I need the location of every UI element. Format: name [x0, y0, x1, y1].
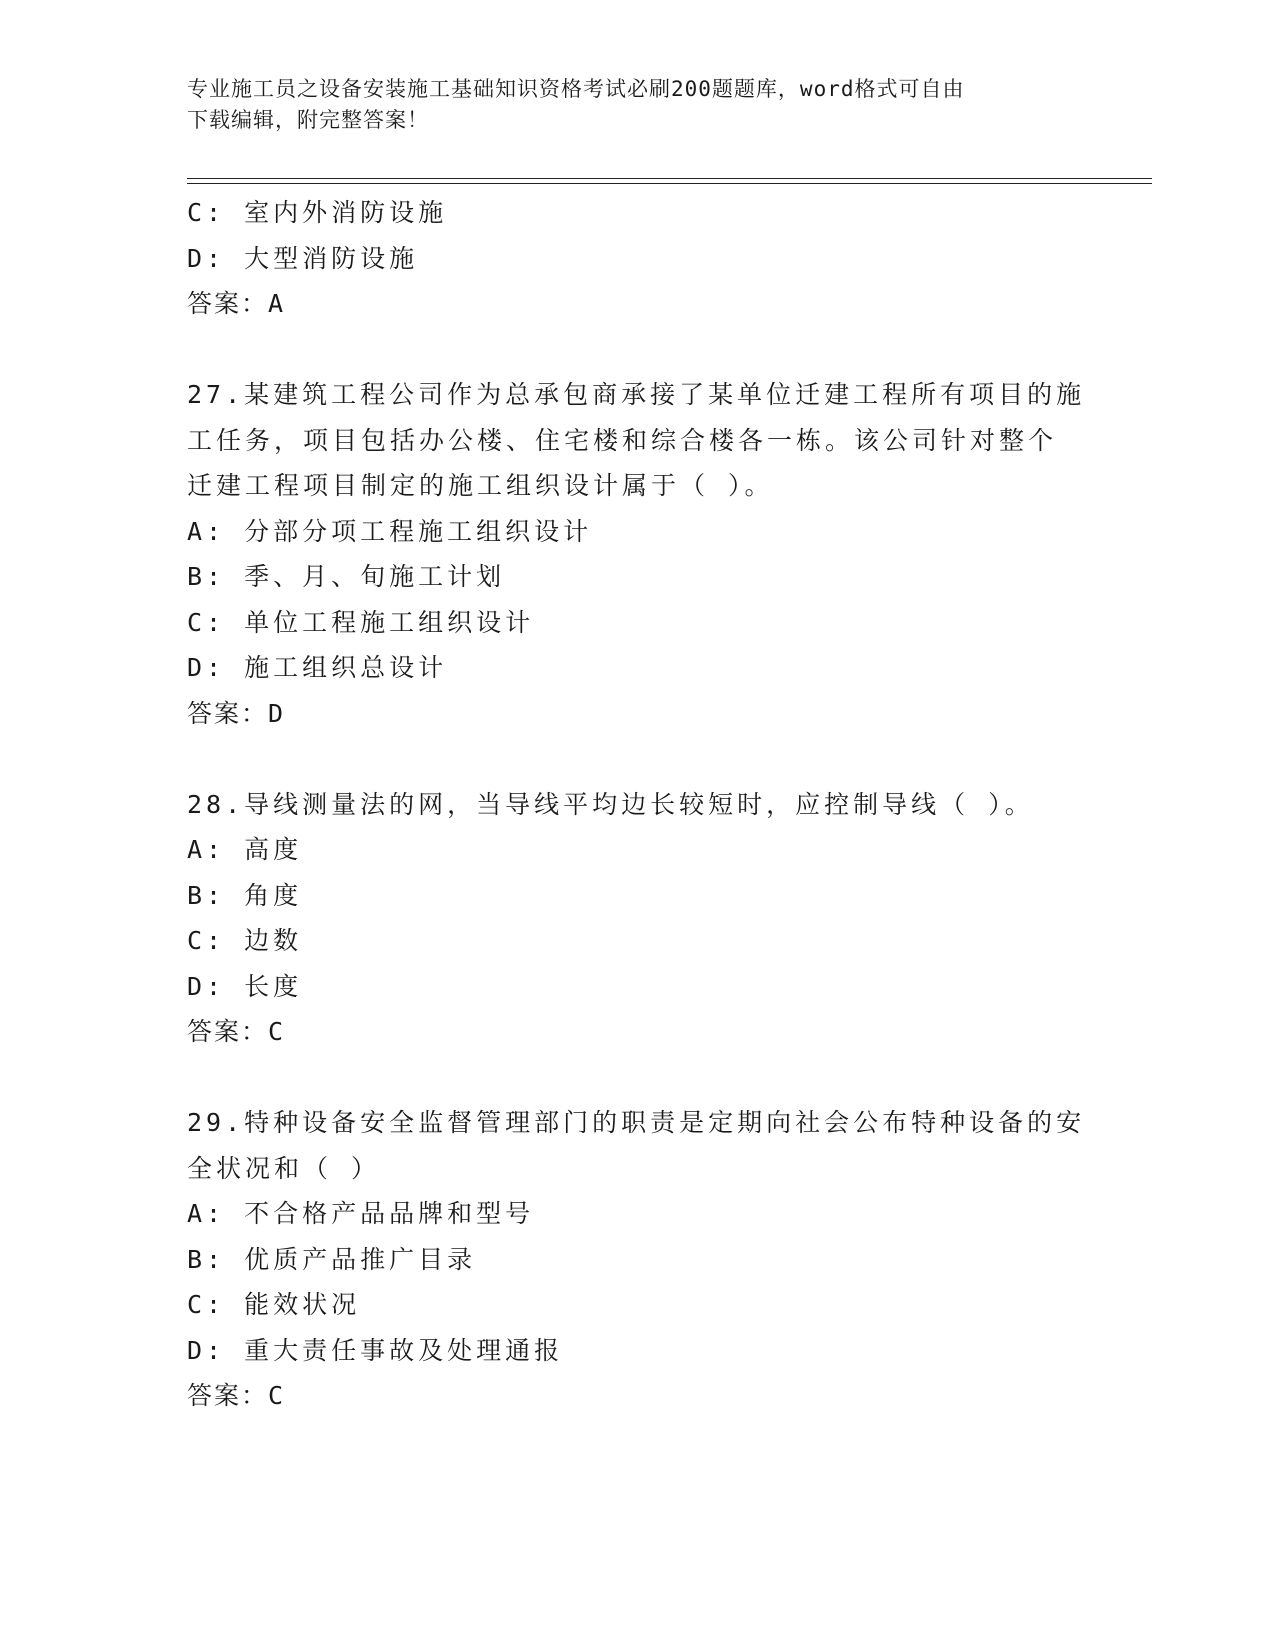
answer-value: C — [268, 1017, 286, 1046]
option-d: D: 大型消防设施 — [187, 243, 419, 273]
question-27 — [187, 372, 1087, 736]
answer-line — [187, 691, 1087, 737]
spacer — [187, 327, 1087, 373]
question-stem-line: 28.导线测量法的网，当导线平均边长较短时，应控制导线（ ）。 — [187, 789, 1034, 819]
spacer — [187, 1055, 1087, 1101]
question-stem-line: 27.某建筑工程公司作为总承包商承接了某单位迁建工程所有项目的施 — [187, 380, 1086, 409]
option-b: B: 优质产品推广目录 — [187, 1244, 477, 1274]
answer-label: 答案： — [187, 698, 269, 728]
question-stem-line: 全状况和（ ） — [187, 1153, 381, 1183]
answer-line — [187, 281, 1087, 327]
question-29 — [187, 1100, 1087, 1419]
option-c: C: 能效状况 — [187, 1290, 361, 1319]
option-c: C: 边数 — [187, 926, 303, 955]
answer-value: D — [268, 698, 286, 728]
question-stem-line: 迁建工程项目制定的施工组织设计属于（ ）。 — [187, 471, 774, 500]
header-line-1: 专业施工员之设备安装施工基础知识资格考试必刷200题题库，word格式可自由 — [187, 77, 965, 101]
answer-value: A — [268, 289, 286, 318]
answer-label: 答案： — [187, 289, 269, 318]
answer-line — [187, 1009, 1087, 1055]
option-b: B: 季、月、旬施工计划 — [187, 562, 506, 591]
header-divider-top — [187, 178, 1152, 179]
answer-label: 答案： — [187, 1017, 269, 1046]
header-line-2: 下载编辑，附完整答案！ — [187, 108, 429, 132]
question-28 — [187, 782, 1087, 1055]
question-stem-line: 工任务，项目包括办公楼、住宅楼和综合楼各一栋。该公司针对整个 — [187, 425, 1058, 455]
answer-label: 答案： — [187, 1381, 269, 1410]
spacer — [187, 736, 1087, 782]
document-body — [187, 190, 1087, 1419]
option-d: D: 长度 — [187, 971, 303, 1001]
option-a: A: 分部分项工程施工组织设计 — [187, 516, 593, 546]
option-d: D: 重大责任事故及处理通报 — [187, 1335, 564, 1365]
header-divider-bottom — [187, 183, 1152, 184]
option-a: A: 不合格产品品牌和型号 — [187, 1199, 535, 1228]
document-header — [187, 74, 1067, 136]
answer-value: C — [268, 1381, 286, 1410]
option-c: C: 室内外消防设施 — [187, 198, 448, 227]
option-c: C: 单位工程施工组织设计 — [187, 607, 535, 637]
answer-line — [187, 1373, 1087, 1419]
option-b: B: 角度 — [187, 880, 303, 910]
question-stem-line: 29.特种设备安全监督管理部门的职责是定期向社会公布特种设备的安 — [187, 1108, 1086, 1137]
option-a: A: 高度 — [187, 835, 303, 864]
previous-question-tail — [187, 190, 1087, 327]
option-d: D: 施工组织总设计 — [187, 653, 448, 682]
